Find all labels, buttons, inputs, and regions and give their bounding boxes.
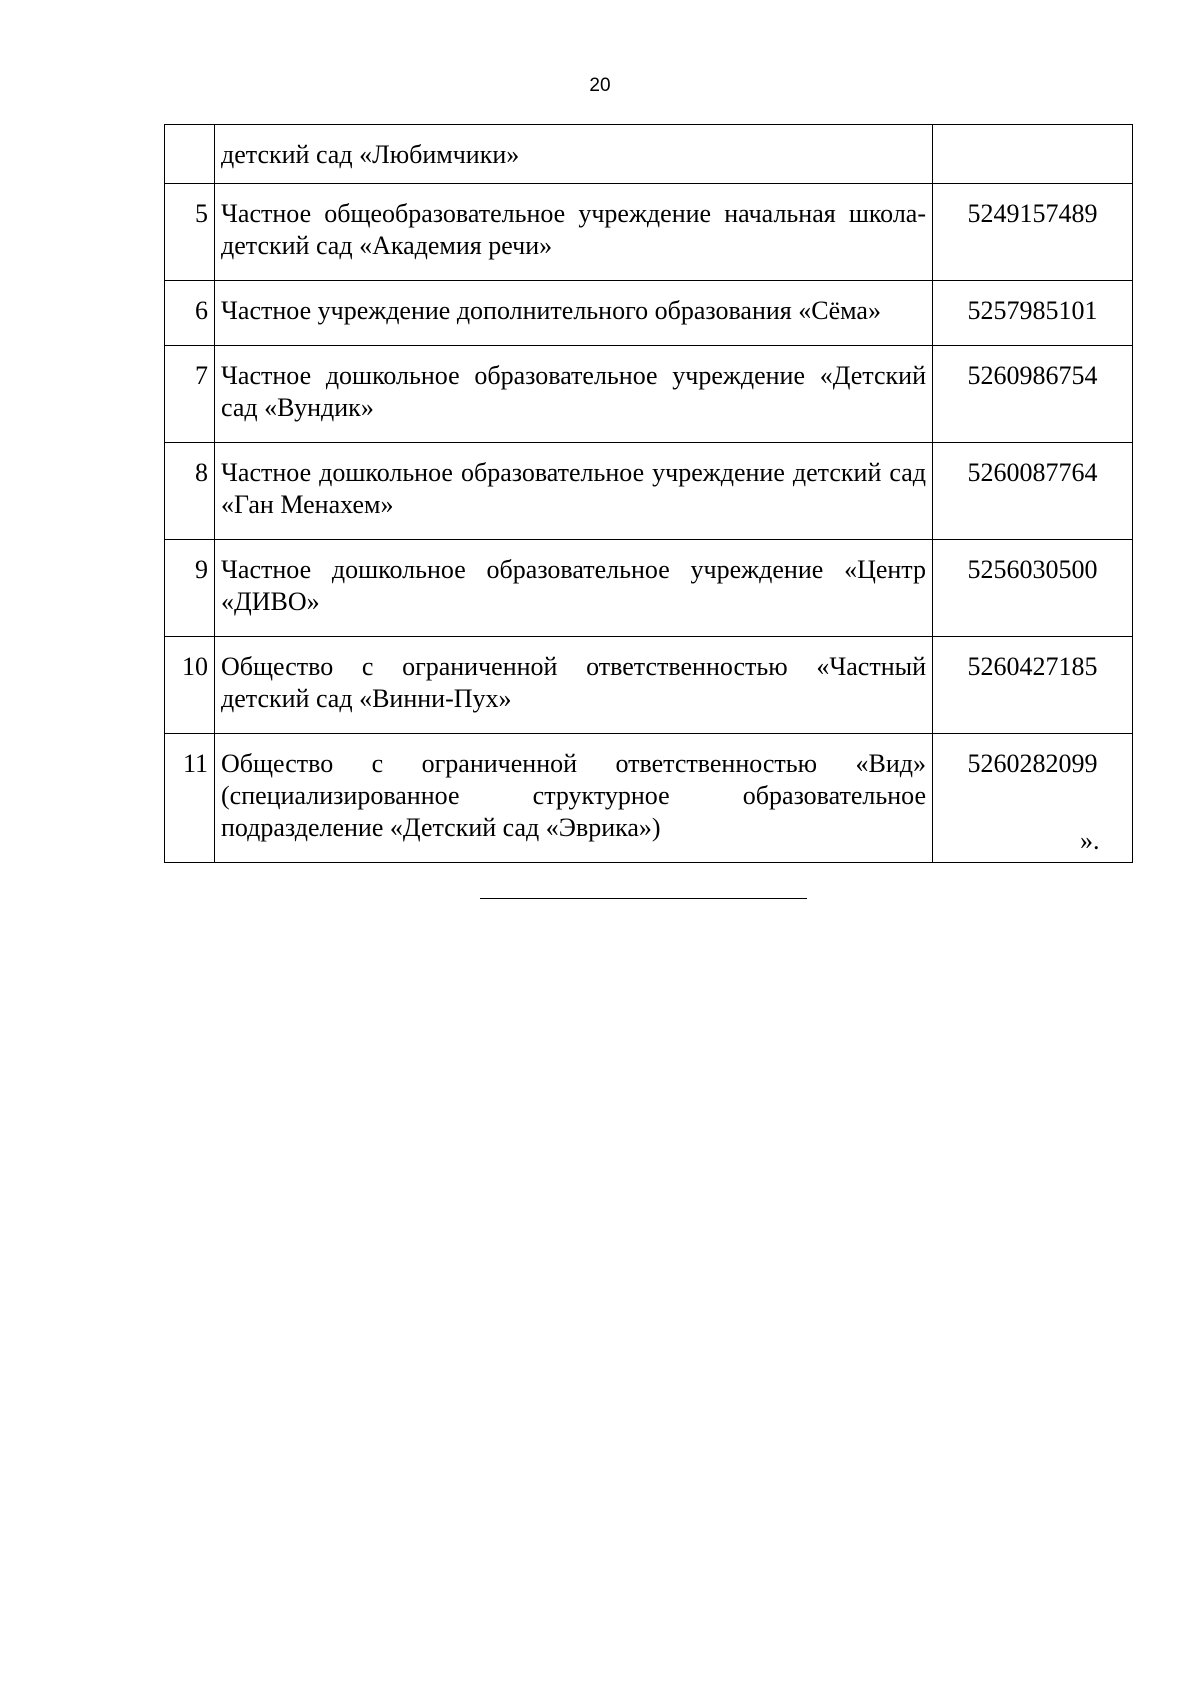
organization-inn	[933, 125, 1133, 184]
organization-name: Общество с ограниченной ответственностью «Вид» (специализированное структурное образовательное подразделение «Детский сад «Эврика»)	[215, 734, 933, 863]
row-number: 6	[165, 281, 215, 346]
table-row	[165, 184, 1133, 281]
organization-name: Частное общеобразовательное учреждение начальная школа-детский сад «Академия речи»	[215, 184, 933, 281]
table-row	[165, 540, 1133, 637]
organization-inn: 5260986754	[933, 346, 1133, 443]
organization-inn: 5257985101	[933, 281, 1133, 346]
table-row	[165, 443, 1133, 540]
table-row	[165, 734, 1133, 863]
row-number: 8	[165, 443, 215, 540]
row-number: 11	[165, 734, 215, 863]
organization-inn: 5256030500	[933, 540, 1133, 637]
organization-inn: 5249157489	[933, 184, 1133, 281]
row-number: 10	[165, 637, 215, 734]
organization-name: детский сад «Любимчики»	[215, 125, 933, 184]
organization-inn: 5260087764	[933, 443, 1133, 540]
organizations-table	[164, 124, 1133, 863]
organization-inn: 5260282099	[933, 734, 1133, 863]
end-of-document-line	[480, 898, 807, 899]
table-row	[165, 637, 1133, 734]
organization-inn: 5260427185	[933, 637, 1133, 734]
row-number	[165, 125, 215, 184]
organization-name: Частное дошкольное образовательное учреждение «Детский сад «Вундик»	[215, 346, 933, 443]
closing-quote: ».	[1080, 826, 1100, 855]
organization-name: Частное дошкольное образовательное учреждение детский сад «Ган Менахем»	[215, 443, 933, 540]
organization-name: Частное дошкольное образовательное учреждение «Центр «ДИВО»	[215, 540, 933, 637]
row-number: 7	[165, 346, 215, 443]
organization-name: Общество с ограниченной ответственностью «Частный детский сад «Винни-Пух»	[215, 637, 933, 734]
table-row	[165, 125, 1133, 184]
table-row	[165, 346, 1133, 443]
row-number: 5	[165, 184, 215, 281]
organization-name: Частное учреждение дополнительного образования «Сёма»	[215, 281, 933, 346]
table-row	[165, 281, 1133, 346]
page-number: 20	[589, 75, 611, 96]
row-number: 9	[165, 540, 215, 637]
